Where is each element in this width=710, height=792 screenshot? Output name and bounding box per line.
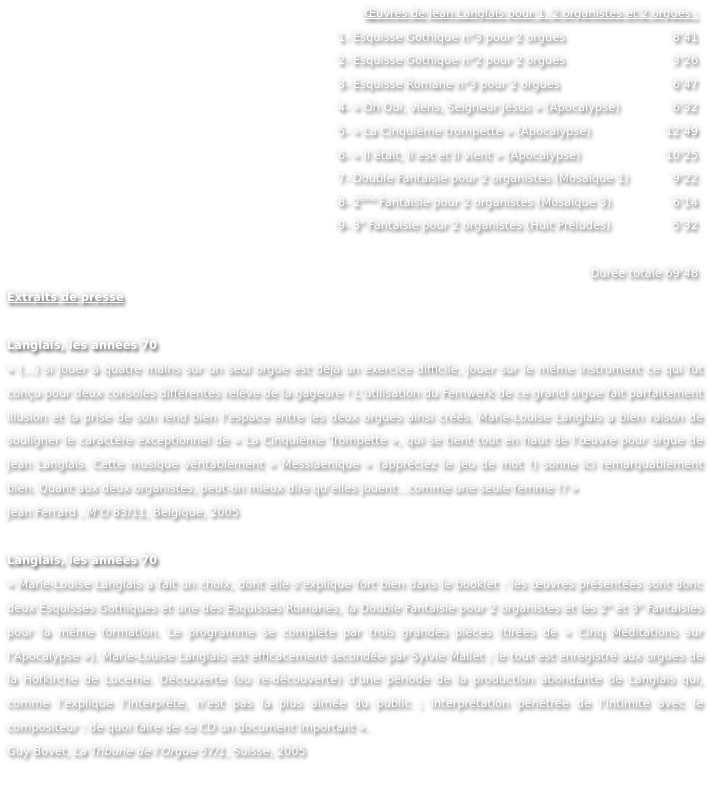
- track-label-sup: ème: [360, 194, 376, 203]
- review-source: , Suisse, 2005: [225, 744, 306, 759]
- review-source: 83/11, Belgique, 2005: [109, 505, 240, 520]
- track-duration: 6’32: [672, 100, 698, 115]
- track-duration: 6’14: [672, 194, 698, 209]
- track-duration: 6’47: [672, 76, 698, 91]
- track-label: 7- Double Fantaisie pour 2 organistes (Mosaïque 1): [338, 171, 629, 186]
- review-text: « (…) si jouer à quatre mains sur un seul orgue est déjà un exercice difficile, Jouer sur le même instrument ce qui fut conçu pour deux consoles différentes relève de la gageure ! L’utilisation du Fernwerk de ce grand orgue fait parfaitement illusion et la prise de son rend bien l’espace entre les deux orgues ainsi créés. Marie-Louise Langlais a bien raison de souligner le caractère exceptionnel de « La Cinquième Trompette », qui se tient tout en haut de l’œuvre pour orgue de Jean Langlais. Cette musique véritablement « Messiaenique » (appréciez le jeu de mot !) sonne ici remarquablement bien. Quant aux deux organistes, peut-on mieux dire qu’elles jouent…comme une seule femme !? »: [7, 361, 703, 496]
- track-label: 2- Esquisse Gothique n°2 pour 2 orgues: [338, 53, 566, 68]
- review-text-part: Fantaisies pour la même formation. Le programme se complète par trois grandes pièces (tirées de « Cinq Méditations sur l’Apocalypse »). Marie-Louise Langlais est efficacement secondée par Sylvie Mallet ; le tout est enregistré aux orgues de la Hofkirche de Lucerne. Découverte (ou re-découverte) d’une période de la production abondante de Langlais qui, comme l’explique l’interprète, n’est pas la plus aimée du public ; interprétation pénétrée de l’intimité avec le compositeur : de quoi faire de ce CD un document important ».: [7, 600, 703, 735]
- track-duration: 9’22: [672, 171, 698, 186]
- review-publication: La Tribune de l’Orgue 57/1: [73, 744, 226, 759]
- track-item: [338, 214, 698, 238]
- track-duration: 5’32: [672, 218, 698, 233]
- track-label-post: Fantaisie pour 2 organistes (Mosaïque 3): [375, 194, 612, 209]
- review-text-sup: e: [638, 600, 643, 609]
- track-item: [338, 96, 698, 120]
- press-title: Extraits de presse: [7, 290, 124, 304]
- track-label-pre: 8- 2: [338, 194, 361, 209]
- track-item: [338, 73, 698, 97]
- review-heading: Langlais, les années 70: [7, 337, 158, 352]
- tracklist: [338, 2, 698, 238]
- track-duration: 10’25: [665, 147, 698, 162]
- track-label-pre: 9- 3: [338, 218, 361, 233]
- track-label-sup: e: [360, 218, 365, 227]
- track-item: [338, 26, 698, 50]
- track-duration: 3’26: [672, 53, 698, 68]
- review-attribution: [7, 501, 703, 525]
- track-item: [338, 144, 698, 168]
- track-label: 5- « La Cinquième trompette » (Apocalypse): [338, 123, 591, 138]
- track-item: [338, 120, 698, 144]
- review-text: [7, 573, 703, 740]
- track-duration: 12’49: [665, 123, 698, 138]
- review-heading: Langlais, les années 70: [7, 552, 158, 567]
- review-publication: M’O: [86, 505, 110, 520]
- track-label: [338, 191, 611, 215]
- track-label: 3- Esquisse Romane n°3 pour 2 orgues: [338, 76, 560, 91]
- tracklist-title: Œuvres de Jean Langlais pour 1, 2 organistes et 2 orgues :: [363, 6, 698, 20]
- track-label: [338, 214, 610, 238]
- review-author: Guy Bovet,: [7, 744, 74, 759]
- review-text-sup: e: [607, 600, 612, 609]
- track-label: 6- « Il était, Il est et Il vient » (Apocalypse): [338, 147, 581, 162]
- review-attribution: [7, 740, 703, 764]
- press-section: [7, 286, 703, 764]
- track-item: [338, 191, 698, 215]
- track-label: 1- Esquisse Gothique n°3 pour 2 orgues: [338, 29, 566, 44]
- track-label-post: Fantaisie pour 2 organistes (Huit Préludes): [364, 218, 611, 233]
- track-item: [338, 49, 698, 73]
- track-duration: 8’41: [672, 29, 698, 44]
- track-item: [338, 167, 698, 191]
- review-text-part: « Marie-Louise Langlais a fait un choix, dont elle s’explique fort bien dans le booklet : les œuvres présentées sont donc deux Esquisses Gothiques et une des Esquisses Romanes, la Double Fantaisie pour 2 organistes et les 2: [7, 576, 703, 615]
- review-author: Jean Ferrard ,: [7, 505, 87, 520]
- track-label: 4- « Oh Oui, viens, Seigneur Jésus » (Apocalypse): [338, 100, 620, 115]
- total-duration: Durée totale 69’48: [590, 266, 698, 280]
- review-text-part: et 3: [611, 600, 639, 615]
